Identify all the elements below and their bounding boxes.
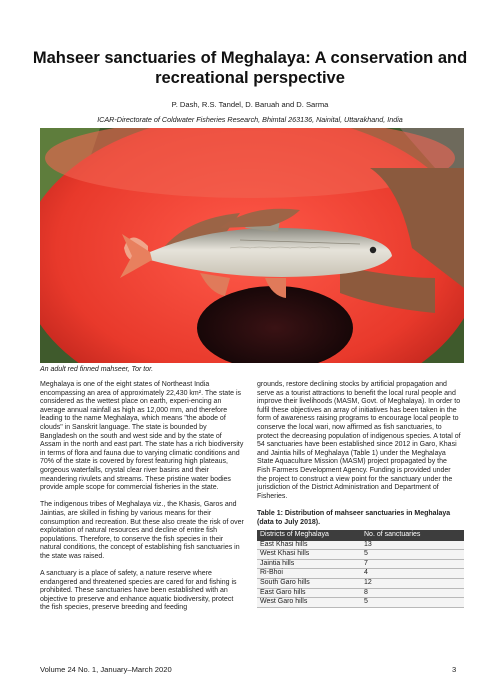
mahseer-photo bbox=[40, 128, 464, 363]
body-paragraph: The indigenous tribes of Meghalaya viz., the Khasis, Garos and Jaintias, are skilled in fishing by various means for their consumption and recreation. But these also create the risk of over exploitation of natural resources and decline of entire fish populations. Therefore, to conserve the fish species in their natural conditions, the concept of establishing fish sanctuaries in the state was raised. bbox=[40, 501, 244, 560]
table-cell-district: West Khasi hills bbox=[257, 550, 361, 560]
table-cell-district: West Garo hills bbox=[257, 598, 361, 608]
table-cell-district: Jaintia hills bbox=[257, 559, 361, 569]
sanctuary-table bbox=[257, 530, 464, 608]
body-paragraph: grounds, restore declining stocks by artificial propagation and serve as a tourist attractions to benefit the local rural people and improve their livelihoods (MASM, Govt. of Meghalaya). In order to fulfil these objectives an array of initiatives has been taken in the form of awareness raising programs to encourage local people to conserve the local wari, now affirmed as fish sanctuaries, to protect the decreasing population of indigenous species. A total of 54 sanctuaries have been established since 2012 in Garo, Khasi and Jaintia hills of Meghalaya (Table 1) under the Meghalaya State Aquaculture Mission (MASM) project propagated by the Fish Farmers Development Agency. Funding is provided under the project to construct a view point for the sanctuary under the jurisdiction of the District Administration and Department of Fisheries. bbox=[257, 381, 461, 500]
table-cell-district: Ri-Bhoi bbox=[257, 569, 361, 579]
authors: P. Dash, R.S. Tandel, D. Baruah and D. Sarma bbox=[171, 100, 329, 109]
table-caption: Table 1: Distribution of mahseer sanctuaries in Meghalaya (data to July 2018). bbox=[257, 509, 451, 526]
table-cell-count: 4 bbox=[361, 569, 464, 579]
table-cell-district: East Khasi hills bbox=[257, 541, 361, 550]
table-header-district: Districts of Meghalaya bbox=[257, 530, 361, 541]
table-row bbox=[257, 569, 464, 579]
table-row bbox=[257, 541, 464, 550]
body-paragraph: A sanctuary is a place of safety, a nature reserve where endangered and threatened species are cared for and fishing is prohibited. These sanctuaries have been established with an objective to preserve and enhance aquatic biodiversity, protect the fish species, preserve breeding and feeding bbox=[40, 570, 237, 612]
table-cell-count: 8 bbox=[361, 588, 464, 598]
mahseer-illustration bbox=[40, 128, 464, 363]
left-column bbox=[40, 381, 244, 622]
title-line-2: recreational perspective bbox=[155, 69, 345, 87]
table-header-count: No. of sanctuaries bbox=[361, 530, 464, 541]
right-column bbox=[257, 381, 461, 608]
table-cell-district: East Garo hills bbox=[257, 588, 361, 598]
body-paragraph: Meghalaya is one of the eight states of Northeast India encompassing an area of approximately 22,430 km². The state is considered as the wettest place on earth, experi-encing an average annual rainfall as high as 12,000 mm, and therefore leading to the name Meghalaya, which means "the abode of clouds" in Sanskrit language. The state is bounded by Bangladesh on the south and west side and by the state of Assam in the north and east part. The state has a rich biodiversity in terms of flora and fauna due to varying climatic conditions and 70% of the state is covered by forest featuring high plateaus, gorgeous waterfalls, crystal clear river basins and their meandering rivulets and streams. These pristine water bodies provide ample scope for commercial fisheries in the state. bbox=[40, 381, 244, 492]
table-cell-district: South Garo hills bbox=[257, 579, 361, 589]
table-header-row bbox=[257, 530, 464, 541]
table-cell-count: 5 bbox=[361, 598, 464, 608]
table-row bbox=[257, 579, 464, 589]
table-cell-count: 12 bbox=[361, 579, 464, 589]
title-line-1: Mahseer sanctuaries of Meghalaya: A conservation and bbox=[32, 49, 468, 67]
footer-issue: Volume 24 No. 1, January–March 2020 bbox=[40, 665, 172, 674]
table-cell-count: 5 bbox=[361, 550, 464, 560]
article-title bbox=[20, 48, 480, 88]
table-cell-count: 7 bbox=[361, 559, 464, 569]
affiliation: ICAR-Directorate of Coldwater Fisheries Research, Bhimtal 263136, Nainital, Uttarakhand, India bbox=[97, 115, 403, 124]
page-number: 3 bbox=[452, 665, 457, 674]
table-cell-count: 13 bbox=[361, 541, 464, 550]
table-row bbox=[257, 550, 464, 560]
table-row bbox=[257, 559, 464, 569]
photo-caption: An adult red finned mahseer, Tor tor. bbox=[40, 366, 154, 373]
table-row bbox=[257, 588, 464, 598]
table-row bbox=[257, 598, 464, 608]
